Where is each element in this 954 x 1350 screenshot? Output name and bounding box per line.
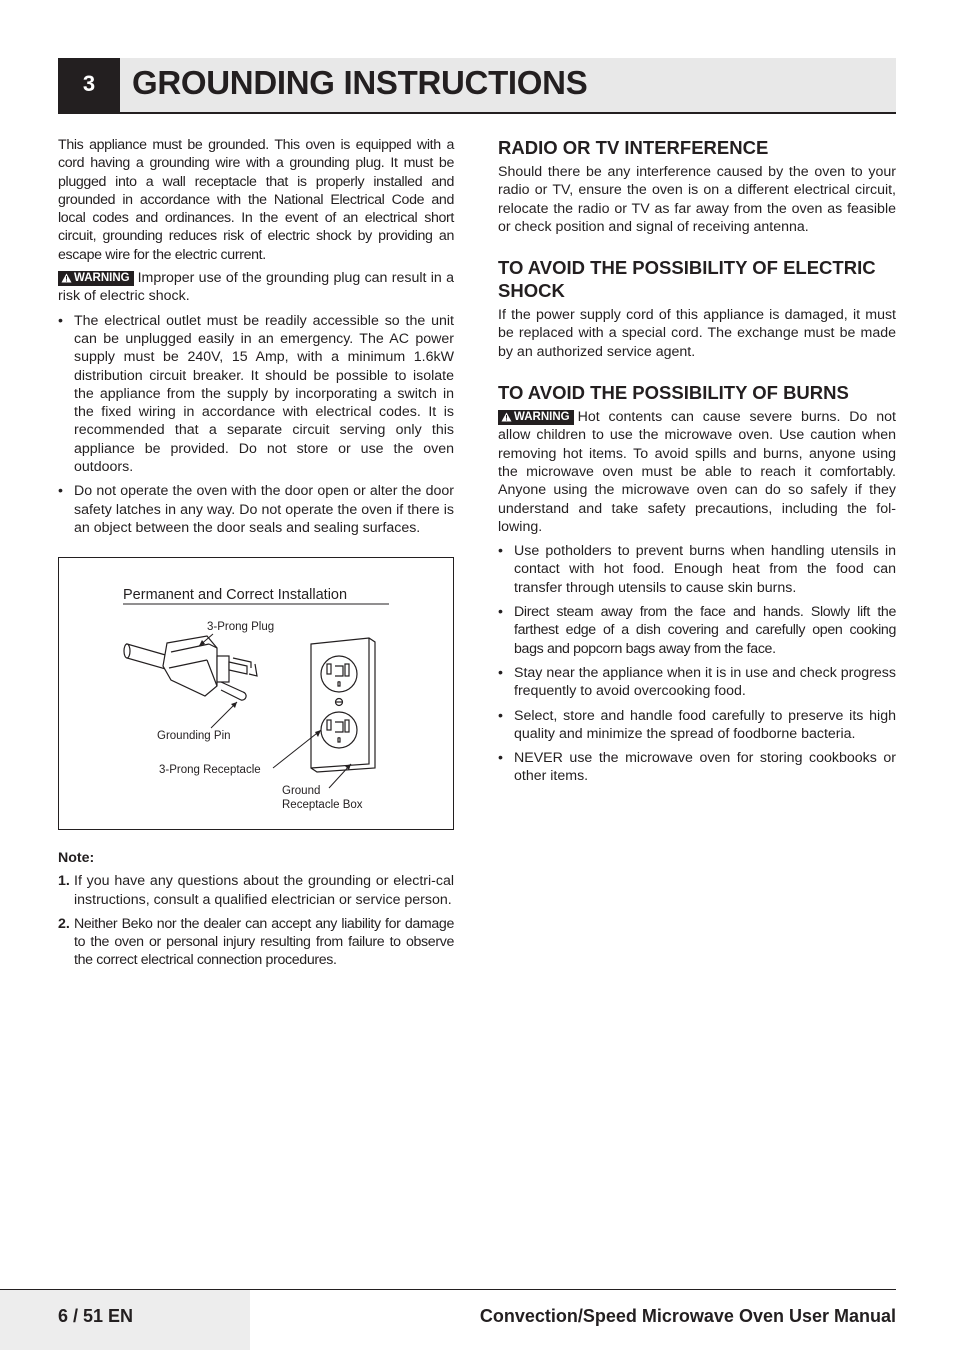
list-item: • The electrical outlet must be readily accessible so the unit can be unplugged easily in an emergency. The AC power supply must be 240V, 15 Amp, with a minimum 1.6kW distribution circuit breaker. It should be possible to isolate the appliance from the supply by incorporating a switch in the fixed wiring in accordance with electrical codes. It is recommended that a separate circuit serving only this appliance be provided. Do not store or use the oven outdoors. <box>58 312 454 477</box>
note-number: 1. <box>58 873 70 890</box>
right-column <box>498 136 896 806</box>
page-number: 6 / 51 EN <box>58 1306 134 1326</box>
installation-diagram <box>59 558 453 829</box>
note-label: Note: <box>58 850 95 867</box>
note-text: Neither Beko nor the dealer can accept any liability for damage to the oven or personal injury resulting from failure to observe the correct electrical connection procedures. <box>74 915 454 969</box>
chapter-header <box>58 58 896 114</box>
section-heading: TO AVOID THE POSSIBILITY OF ELECTRIC SHOCK <box>498 257 876 302</box>
warning-triangle-icon <box>501 412 512 422</box>
list-item: • Direct steam away from the face and hands. Slowly lift the farthest edge of a dish covering and carefully open cooking bags and popcorn bags away from the face. <box>498 603 896 658</box>
plug-drawing <box>124 636 257 700</box>
notes-list <box>58 872 454 969</box>
electric-shock-section <box>498 256 896 361</box>
intro-paragraph: This appliance must be grounded. This oven is equipped with a cord having a grounding wire with a grounding plug. It must be plugged into a wall receptacle that is properly installed and grounded in accordance with the National Electrical Code and local codes and ordinances. In the event of an electrical short circuit, grounding reduces risk of electric shock by providing an escape wire for the electric current. <box>58 137 454 263</box>
section-text <box>498 408 896 536</box>
receptacle-drawing <box>311 638 375 772</box>
list-item <box>58 872 454 909</box>
safety-bullet-list <box>58 312 454 538</box>
installation-figure <box>58 557 454 830</box>
figure-title: Permanent and Correct Installation <box>123 587 348 604</box>
label-grounding-pin: Grounding Pin <box>157 730 231 743</box>
label-3-prong-plug: 3-Prong Plug <box>207 621 275 634</box>
list-item: • Use potholders to prevent burns when handling utensils in contact with hot food. Enough heat from the food can transfer through utensils to cause skin burns. <box>498 542 896 597</box>
list-item: • NEVER use the microwave oven for storing cookbooks or other items. <box>498 749 896 786</box>
manual-title: Convection/Speed Microwave Oven User Manual <box>479 1306 896 1326</box>
note-number: 2. <box>58 915 70 932</box>
label-receptacle-box: Receptacle Box <box>282 799 363 812</box>
list-item: • Select, store and handle food carefully to preserve its high quality and minimize the spread of foodborne bacteria. <box>498 707 896 744</box>
warning-paragraph <box>58 269 454 306</box>
section-heading: TO AVOID THE POSSIBILITY OF BURNS <box>498 382 849 404</box>
warning-badge <box>58 271 134 286</box>
burns-section <box>498 381 896 786</box>
label-3-prong-receptacle: 3-Prong Receptacle <box>159 764 261 777</box>
list-item: • Do not operate the oven with the door open or alter the door safety latches in any way. Do not operate the oven if there is an object between the door seals and sealing surfaces. <box>58 482 454 537</box>
burns-bullet-list <box>498 542 896 786</box>
note-text: If you have any questions about the grounding or electri-cal instructions, consult a qualified electrician or service person. <box>74 873 454 908</box>
label-ground: Ground <box>282 785 321 798</box>
left-column <box>58 136 454 976</box>
page-title: GROUNDING INSTRUCTIONS <box>132 64 588 101</box>
section-text: Should there be any interference caused by the oven to your radio or TV, ensure the oven is on a different electrical circuit, relocate the radio or TV as far away from the oven as feasible or check position and signal of receiving antenna. <box>498 164 896 235</box>
warning-triangle-icon <box>61 273 72 283</box>
chapter-number: 3 <box>58 58 120 114</box>
warning-text: Hot contents can cause severe burns. Do not allow children to use the microwave oven. Use caution when removing hot items. To avoid spills and burns, anyone using the microwave oven must be able to reach it comfortably. Anyone using the microwave oven can do so safely if they understand and take safety precautions, including the fol-lowing. <box>498 409 896 535</box>
warning-badge <box>498 410 574 425</box>
warning-label: WARNING <box>74 272 130 285</box>
warning-text: Improper use of the grounding plug can result in a risk of electric shock. <box>58 270 454 305</box>
radio-tv-section <box>498 136 896 236</box>
section-text: If the power supply cord of this appliance is damaged, it must be replaced with a special cord. The exchange must be made by an authorized service agent. <box>498 307 896 360</box>
section-heading: RADIO OR TV INTERFERENCE <box>498 137 769 158</box>
warning-label: WARNING <box>514 411 570 424</box>
list-item <box>58 915 454 970</box>
list-item: • Stay near the appliance when it is in use and check progress frequently to avoid overcooking food. <box>498 664 896 701</box>
